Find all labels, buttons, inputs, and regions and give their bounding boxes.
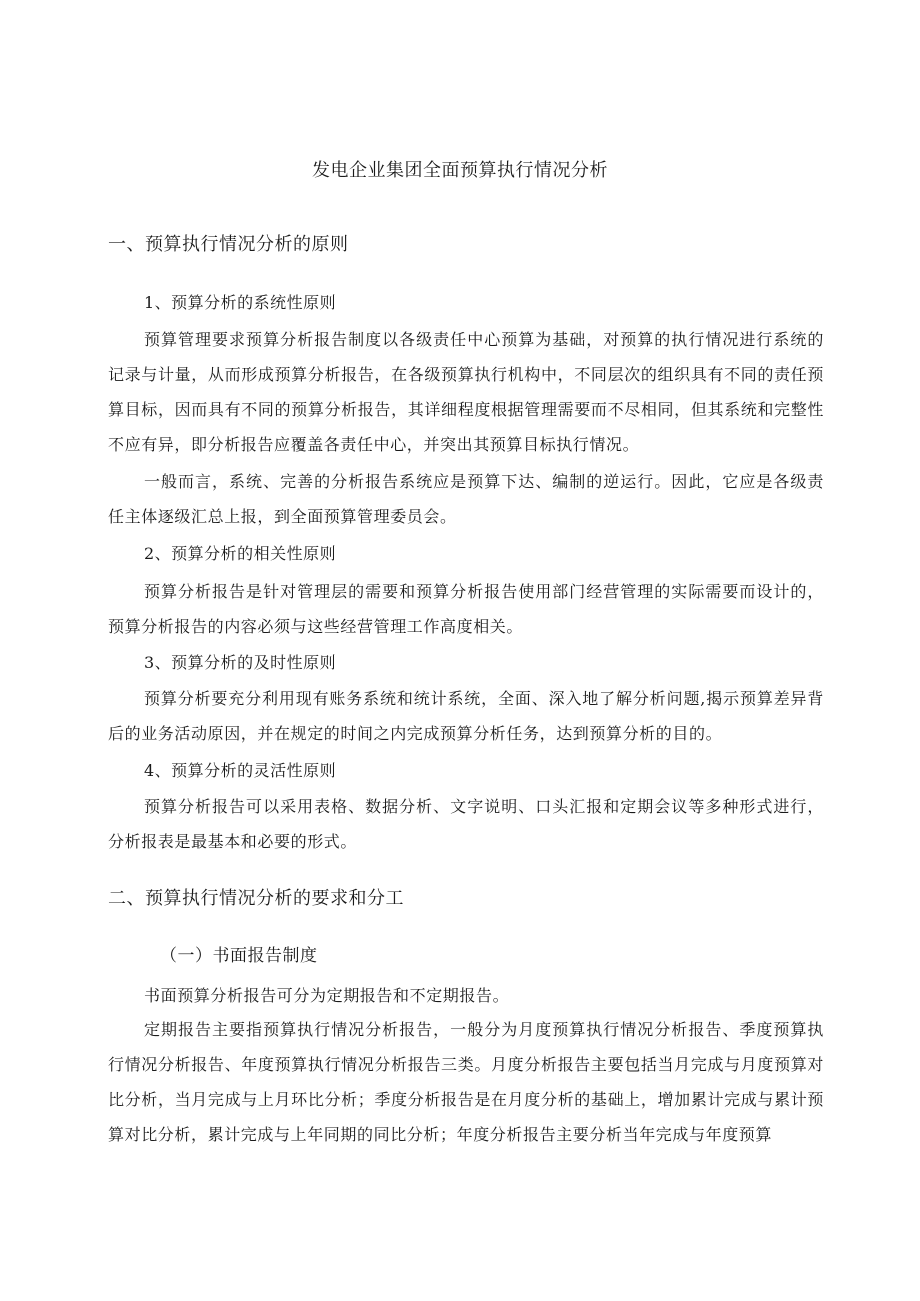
paragraph-flexibility: 预算分析报告可以采用表格、数据分析、文字说明、口头汇报和定期会议等多种形式进行，分析报表是最基本和必要的形式。 [108,797,824,851]
subheading-written-report-system: （一）书面报告制度 [160,946,318,966]
paragraph-systematic-2: 一般而言，系统、完善的分析报告系统应是预算下达、编制的逆运行。因此，它应是各级责任主体逐级汇总上报，到全面预算管理委员会。 [108,472,824,526]
paragraph-report-types: 书面预算分析报告可分为定期报告和不定期报告。 [144,986,510,1005]
document-title: 发电企业集团全面预算执行情况分析 [312,160,608,181]
section-heading-requirements: 二、预算执行情况分析的要求和分工 [108,888,404,909]
paragraph-periodic-reports: 定期报告主要指预算执行情况分析报告，一般分为月度预算执行情况分析报告、季度预算执行情况分析报告、年度预算执行情况分析报告三类。月度分析报告主要包括当月完成与月度预算对比分析，当月完成与上月环比分析；季度分析报告是在月度分析的基础上，增加累计完成与累计预算对比分析，累计完成与上年同期的同比分析；年度分析报告主要分析当年完成与年度预算 [108,1020,824,1144]
subheading-systematic-principle: 1、预算分析的系统性原则 [144,293,337,312]
subheading-timeliness-principle: 3、预算分析的及时性原则 [144,653,337,672]
paragraph-timeliness: 预算分析要充分利用现有账务系统和统计系统，全面、深入地了解分析问题,揭示预算差异背后的业务活动原因，并在规定的时间之内完成预算分析任务，达到预算分析的目的。 [108,689,824,743]
paragraph-relevance: 预算分析报告是针对管理层的需要和预算分析报告使用部门经营管理的实际需要而设计的，预算分析报告的内容必须与这些经营管理工作高度相关。 [108,582,824,636]
subheading-relevance-principle: 2、预算分析的相关性原则 [144,544,337,563]
subheading-flexibility-principle: 4、预算分析的灵活性原则 [144,761,337,780]
paragraph-systematic-1: 预算管理要求预算分析报告制度以各级责任中心预算为基础，对预算的执行情况进行系统的记录与计量，从而形成预算分析报告，在各级预算执行机构中，不同层次的组织具有不同的责任预算目标，因而具有不同的预算分析报告，其详细程度根据管理需要而不尽相同，但其系统和完整性不应有异，即分析报告应覆盖各责任中心，并突出其预算目标执行情况。 [108,330,824,454]
section-heading-principles: 一、预算执行情况分析的原则 [108,234,349,255]
